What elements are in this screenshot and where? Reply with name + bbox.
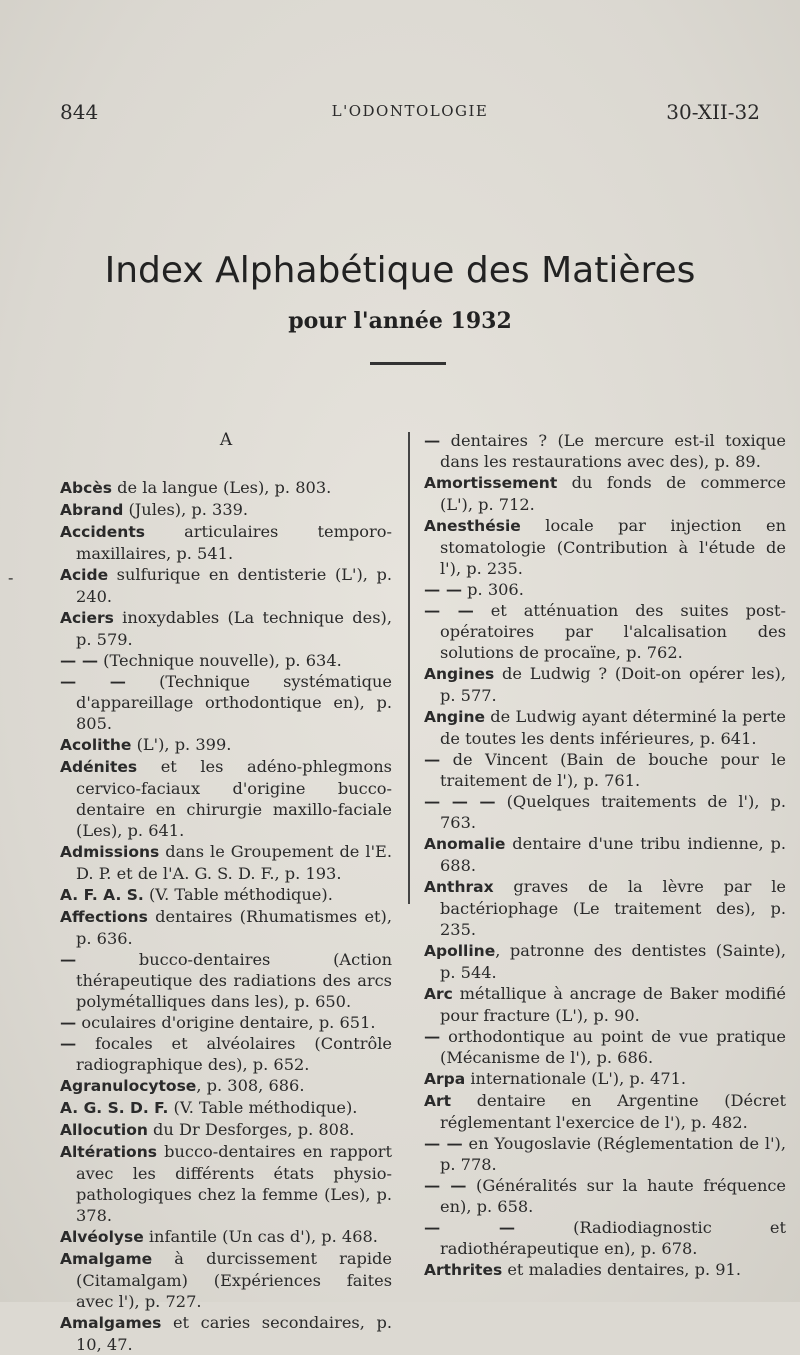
entry-text: de Ludwig ? (Doit-on opérer les), p. 577. xyxy=(440,664,786,705)
index-title: Index Alphabétique des Matières xyxy=(104,250,696,291)
entry-keyword: — — xyxy=(424,1218,516,1237)
entry-keyword: Aciers xyxy=(60,609,114,627)
index-entry xyxy=(424,983,786,1026)
index-entry xyxy=(60,1226,392,1248)
entry-keyword: — — xyxy=(424,1176,467,1195)
index-entry xyxy=(424,833,786,876)
index-entry xyxy=(60,521,392,564)
entry-text: bucco-dentaires (Action thérapeutique des radiations des arcs polymétalliques dans les), p. 650. xyxy=(76,950,392,1011)
entry-keyword: — xyxy=(424,1027,441,1046)
entry-list-left xyxy=(60,477,392,1355)
entry-text: sulfurique en dentisterie (L'), p. 240. xyxy=(76,565,392,606)
entry-list-right xyxy=(424,430,786,1281)
index-entry xyxy=(60,841,392,884)
entry-keyword: Adénites xyxy=(60,758,138,776)
entry-text: (Technique systématique d'appareillage orthodontique en), p. 805. xyxy=(76,672,392,733)
entry-text: focales et alvéolaires (Contrôle radiographique des), p. 652. xyxy=(76,1034,392,1074)
entry-text: orthodontique au point de vue pratique (Mécanisme de l'), p. 686. xyxy=(440,1027,786,1067)
entry-text: (Radiodiagnostic et radiothérapeutique en), p. 678. xyxy=(440,1218,787,1258)
entry-keyword: — xyxy=(60,1034,77,1053)
index-entry xyxy=(424,1259,786,1281)
entry-text: dentaires ? (Le mercure est-il toxique dans les restaurations avec des), p. 89. xyxy=(440,431,786,471)
running-header xyxy=(60,100,760,130)
section-letter: A xyxy=(219,430,233,450)
index-entry xyxy=(424,579,786,600)
entry-text: locale par injection en stomatologie (Contribution à l'étude de l'), p. 235. xyxy=(440,516,786,578)
index-entry xyxy=(424,1068,786,1090)
entry-text: et les adéno-phlegmons cervico-faciaux d'origine bucco-dentaire en chirurgie maxillo-faciale (Les), p. 641. xyxy=(76,757,392,840)
index-column-left xyxy=(60,430,392,1355)
issue-date: 30-XII-32 xyxy=(666,100,760,124)
index-entry xyxy=(424,940,786,983)
entry-keyword: Apolline xyxy=(424,942,496,960)
entry-text: articulaires temporo-maxillaires, p. 541. xyxy=(76,522,392,563)
entry-keyword: Accidents xyxy=(60,523,145,541)
entry-keyword: Allocution xyxy=(60,1121,148,1139)
index-entry xyxy=(424,1026,786,1068)
index-entry xyxy=(60,1119,392,1141)
entry-keyword: A. G. S. D. F. xyxy=(60,1099,169,1117)
entry-keyword: Angines xyxy=(424,665,495,683)
title-rule xyxy=(370,362,446,365)
index-entry xyxy=(424,663,786,706)
index-entry xyxy=(60,1312,392,1355)
index-entry xyxy=(60,1141,392,1226)
index-entry xyxy=(60,906,392,949)
entry-text: et atténuation des suites post-opératoires par l'alcalisation des solutions de procaïne, p. 762. xyxy=(440,601,786,662)
entry-text: , patronne des dentistes (Sainte), p. 544. xyxy=(440,941,786,982)
entry-text: dentaire en Argentine (Décret réglementant l'exercice de l'), p. 482. xyxy=(440,1091,786,1132)
index-entry xyxy=(424,876,786,940)
index-entry xyxy=(424,600,786,663)
index-entry xyxy=(60,734,392,756)
entry-text: du fonds de commerce (L'), p. 712. xyxy=(440,473,786,514)
entry-keyword: — — xyxy=(424,601,474,620)
entry-text: et caries secondaires, p. 10, 47. xyxy=(76,1313,392,1354)
entry-keyword: Arthrites xyxy=(424,1261,503,1279)
entry-keyword: — xyxy=(60,1013,77,1032)
entry-keyword: Arpa xyxy=(424,1070,466,1088)
entry-keyword: Alvéolyse xyxy=(60,1228,144,1246)
index-entry xyxy=(60,1248,392,1312)
index-entry xyxy=(60,671,392,734)
index-entry xyxy=(60,477,392,499)
entry-keyword: Anthrax xyxy=(424,878,494,896)
entry-text: dentaires (Rhumatismes et), p. 636. xyxy=(76,907,392,948)
entry-keyword: Abrand xyxy=(60,501,124,519)
index-entry xyxy=(424,706,786,749)
entry-text: dans le Groupement de l'E. D. P. et de l'A. G. S. D. F., p. 193. xyxy=(76,842,392,883)
index-entry xyxy=(60,884,392,906)
index-entry xyxy=(60,1097,392,1119)
entry-text: (Quelques traitements de l'), p. 763. xyxy=(440,792,786,832)
entry-keyword: Admissions xyxy=(60,843,160,861)
entry-keyword: Abcès xyxy=(60,479,113,497)
entry-text: (Jules), p. 339. xyxy=(123,500,249,519)
entry-text: internationale (L'), p. 471. xyxy=(465,1069,687,1088)
index-entry xyxy=(424,749,786,791)
entry-text: en Yougoslavie (Réglementation de l'), p. 778. xyxy=(440,1134,786,1174)
column-divider xyxy=(408,432,410,904)
index-entry xyxy=(424,1133,786,1175)
index-entry xyxy=(60,1033,392,1075)
index-subtitle: pour l'année 1932 xyxy=(288,308,512,334)
journal-name: L'ODONTOLOGIE xyxy=(331,102,489,120)
entry-text: graves de la lèvre par le bactériophage (Le traitement des), p. 235. xyxy=(440,877,786,939)
entry-text: et maladies dentaires, p. 91. xyxy=(502,1260,741,1279)
index-entry xyxy=(424,472,786,515)
entry-text: du Dr Desforges, p. 808. xyxy=(147,1120,355,1139)
entry-keyword: Amalgames xyxy=(60,1314,162,1332)
entry-text: dentaire d'une tribu indienne, p. 688. xyxy=(440,834,786,875)
index-entry xyxy=(60,607,392,650)
entry-keyword: Altérations xyxy=(60,1143,157,1161)
entry-text: , p. 308, 686. xyxy=(196,1076,305,1095)
entry-text: bucco-dentaires en rapport avec les différents états physio-pathologiques chez la femme (Les), p. 378. xyxy=(76,1142,392,1225)
entry-text: à durcissement rapide (Citamalgam) (Expériences faites avec l'), p. 727. xyxy=(76,1249,392,1311)
index-entry xyxy=(424,430,786,472)
entry-keyword: Arc xyxy=(424,985,453,1003)
margin-mark: - xyxy=(8,568,14,587)
entry-text: (Généralités sur la haute fréquence en), p. 658. xyxy=(440,1176,787,1216)
entry-keyword: Amalgame xyxy=(60,1250,153,1268)
page-number: 844 xyxy=(60,100,99,124)
entry-text: (V. Table méthodique). xyxy=(168,1098,358,1117)
entry-text: p. 306. xyxy=(462,580,524,599)
entry-text: de Vincent (Bain de bouche pour le traitement de l'), p. 761. xyxy=(440,750,786,790)
index-entry xyxy=(60,949,392,1012)
entry-keyword: Anesthésie xyxy=(424,517,521,535)
entry-text: de Ludwig ayant déterminé la perte de toutes les dents inférieures, p. 641. xyxy=(440,707,786,748)
entry-keyword: Art xyxy=(424,1092,452,1110)
entry-text: inoxydables (La technique des), p. 579. xyxy=(76,608,392,649)
entry-keyword: A. F. A. S. xyxy=(60,886,144,904)
entry-keyword: — — xyxy=(424,580,463,599)
entry-keyword: — xyxy=(424,431,441,450)
entry-keyword: — — xyxy=(60,651,99,670)
entry-keyword: — — — xyxy=(424,792,496,811)
index-entry xyxy=(424,1217,786,1259)
index-entry xyxy=(60,1012,392,1033)
index-entry xyxy=(424,1090,786,1133)
index-entry xyxy=(60,1075,392,1097)
entry-text: (V. Table méthodique). xyxy=(143,885,333,904)
index-entry xyxy=(60,499,392,521)
entry-text: (Technique nouvelle), p. 634. xyxy=(98,651,342,670)
entry-keyword: Affections xyxy=(60,908,148,926)
index-entry xyxy=(60,650,392,671)
entry-text: (L'), p. 399. xyxy=(131,735,232,754)
entry-keyword: — xyxy=(424,750,441,769)
entry-keyword: Acolithe xyxy=(60,736,132,754)
entry-keyword: Anomalie xyxy=(424,835,506,853)
entry-keyword: — xyxy=(60,950,77,969)
entry-text: métallique à ancrage de Baker modifié pour fracture (L'), p. 90. xyxy=(440,984,786,1025)
entry-keyword: — — xyxy=(60,672,126,691)
entry-text: infantile (Un cas d'), p. 468. xyxy=(143,1227,378,1246)
entry-text: de la langue (Les), p. 803. xyxy=(112,478,332,497)
entry-keyword: Angine xyxy=(424,708,485,726)
entry-keyword: Acide xyxy=(60,566,109,584)
index-entry xyxy=(424,1175,786,1217)
index-entry xyxy=(424,791,786,833)
index-entry xyxy=(424,515,786,579)
index-entry xyxy=(60,756,392,841)
entry-keyword: — — xyxy=(424,1134,463,1153)
index-column-right xyxy=(424,430,786,1281)
index-entry xyxy=(60,564,392,607)
entry-keyword: Agranulocytose xyxy=(60,1077,197,1095)
entry-text: oculaires d'origine dentaire, p. 651. xyxy=(76,1013,376,1032)
entry-keyword: Amortissement xyxy=(424,474,558,492)
